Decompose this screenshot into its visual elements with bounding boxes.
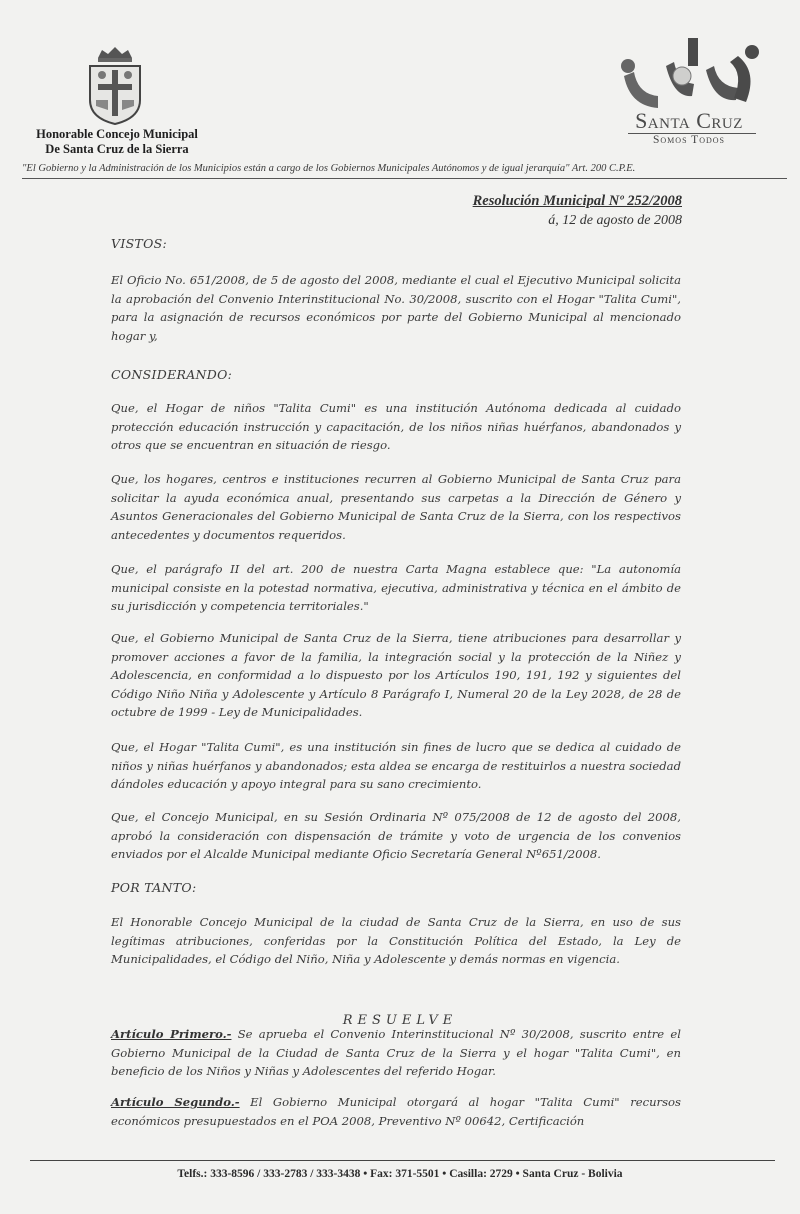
brand-tagline: Somos Todos bbox=[653, 134, 725, 146]
header-rule bbox=[22, 178, 787, 179]
por-tanto-heading: POR TANTO: bbox=[111, 880, 197, 895]
articulo-segundo bbox=[111, 1093, 681, 1130]
council-name bbox=[22, 127, 212, 157]
considerando-paragraph-1: Que, el Hogar de niños "Talita Cumi" es una institución Autónoma dedicada al cuidado protección educación instrucción y capacitación, de los niños niñas huérfanos, abandonados y otros que se encuentran en situación de riesgo. bbox=[111, 401, 681, 453]
vistos-heading: VISTOS: bbox=[111, 236, 167, 251]
council-line-1: Honorable Concejo Municipal bbox=[36, 127, 198, 141]
footer-rule bbox=[30, 1160, 775, 1161]
considerando-paragraph-5: Que, el Hogar "Talita Cumi", es una institución sin fines de lucro que se dedica al cuidado de niños y niñas huérfanos y abandonados; esta aldea se encarga de restituirlos a nuestra sociedad dándoles educación y apoyo integral para su sano crecimiento. bbox=[111, 740, 681, 792]
brand-name: Santa Cruz bbox=[635, 108, 743, 133]
considerando-paragraph-2: Que, los hogares, centros e instituciones recurren al Gobierno Municipal de Santa Cruz para solicitar la ayuda económica anual, presentando sus carpetas a la Dirección de Género y Asuntos Generacionales del Gobierno Municipal de Santa Cruz de la Sierra, con los respectivos antecedentes y documentos requeridos. bbox=[111, 472, 681, 542]
resolution-date: á, 12 de agosto de 2008 bbox=[548, 213, 682, 228]
coat-of-arms-icon bbox=[86, 44, 144, 126]
footer-contact: Telfs.: 333-8596 / 333-2783 / 333-3438 • Fax: 371-5501 • Casilla: 2729 • Santa Cruz - Bolivia bbox=[177, 1168, 623, 1180]
resolution-title: Resolución Municipal Nº 252/2008 bbox=[472, 193, 682, 209]
considerando-paragraph-3: Que, el parágrafo II del art. 200 de nuestra Carta Magna establece que: "La autonomía municipal consiste en la potestad normativa, ejecutiva, administrativa y técnica en el ámbito de su jurisdicción y competencia territoriales." bbox=[111, 562, 681, 614]
resuelve-heading: RESUELVE bbox=[342, 1013, 458, 1028]
constitution-quote: "El Gobierno y la Administración de los Municipios están a cargo de los Gobiernos Municipales Autónomos y de igual jerarquía" Art. 200 C.P.E. bbox=[22, 163, 636, 174]
articulo-primero-text: Se aprueba el Convenio Interinstitucional Nº 30/2008, suscrito entre el Gobierno Municipal de la Ciudad de Santa Cruz de la Sierra y el hogar "Talita Cumi", en beneficio de los Niños y Niñas y Adolescentes del referido Hogar. bbox=[111, 1027, 682, 1079]
articulo-segundo-label: Artículo Segundo.- bbox=[111, 1095, 240, 1109]
considerando-paragraph-4: Que, el Gobierno Municipal de Santa Cruz de la Sierra, tiene atribuciones para desarrollar y promover acciones a favor de la familia, la integración social y la protección de la Niñez y Adolescencia, en conformidad a lo dispuesto por los Artículos 190, 191, 192 y siguientes del Código Niño Niña y Adolescente y Artículo 8 Parágrafo I, Numeral 20 de la Ley 2028, de 28 de octubre de 1999 - Ley de Municipalidades. bbox=[111, 631, 681, 720]
considerando-heading: CONSIDERANDO: bbox=[111, 367, 233, 382]
council-line-2: De Santa Cruz de la Sierra bbox=[45, 142, 189, 156]
considerando-paragraph-6: Que, el Concejo Municipal, en su Sesión Ordinaria Nº 075/2008 de 12 de agosto del 2008, aprobó la consideración con dispensación de trámite y voto de urgencia de los convenios enviados por el Alcalde Municipal mediante Oficio Secretaría General Nº651/2008. bbox=[111, 810, 681, 862]
articulo-primero-label: Artículo Primero.- bbox=[111, 1027, 232, 1041]
vistos-paragraph: El Oficio No. 651/2008, de 5 de agosto del 2008, mediante el cual el Ejecutivo Municipal solicita la aprobación del Convenio Interinstitucional No. 30/2008, suscrito con el Hogar "Talita Cumi", para la asignación de recursos económicos por parte del Gobierno Municipal al mencionado hogar y, bbox=[111, 273, 681, 343]
por-tanto-paragraph: El Honorable Concejo Municipal de la ciudad de Santa Cruz de la Sierra, en uso de sus legítimas atribuciones, conferidas por la Constitución Política del Estado, la Ley de Municipalidades, el Código del Niño, Niña y Adolescente y demás normas en vigencia. bbox=[111, 915, 681, 967]
articulo-primero bbox=[111, 1025, 681, 1081]
articulo-segundo-text: El Gobierno Municipal otorgará al hogar "Talita Cumi" recursos económicos presupuestados en el POA 2008, Preventivo Nº 00642, Certificación bbox=[111, 1095, 681, 1128]
